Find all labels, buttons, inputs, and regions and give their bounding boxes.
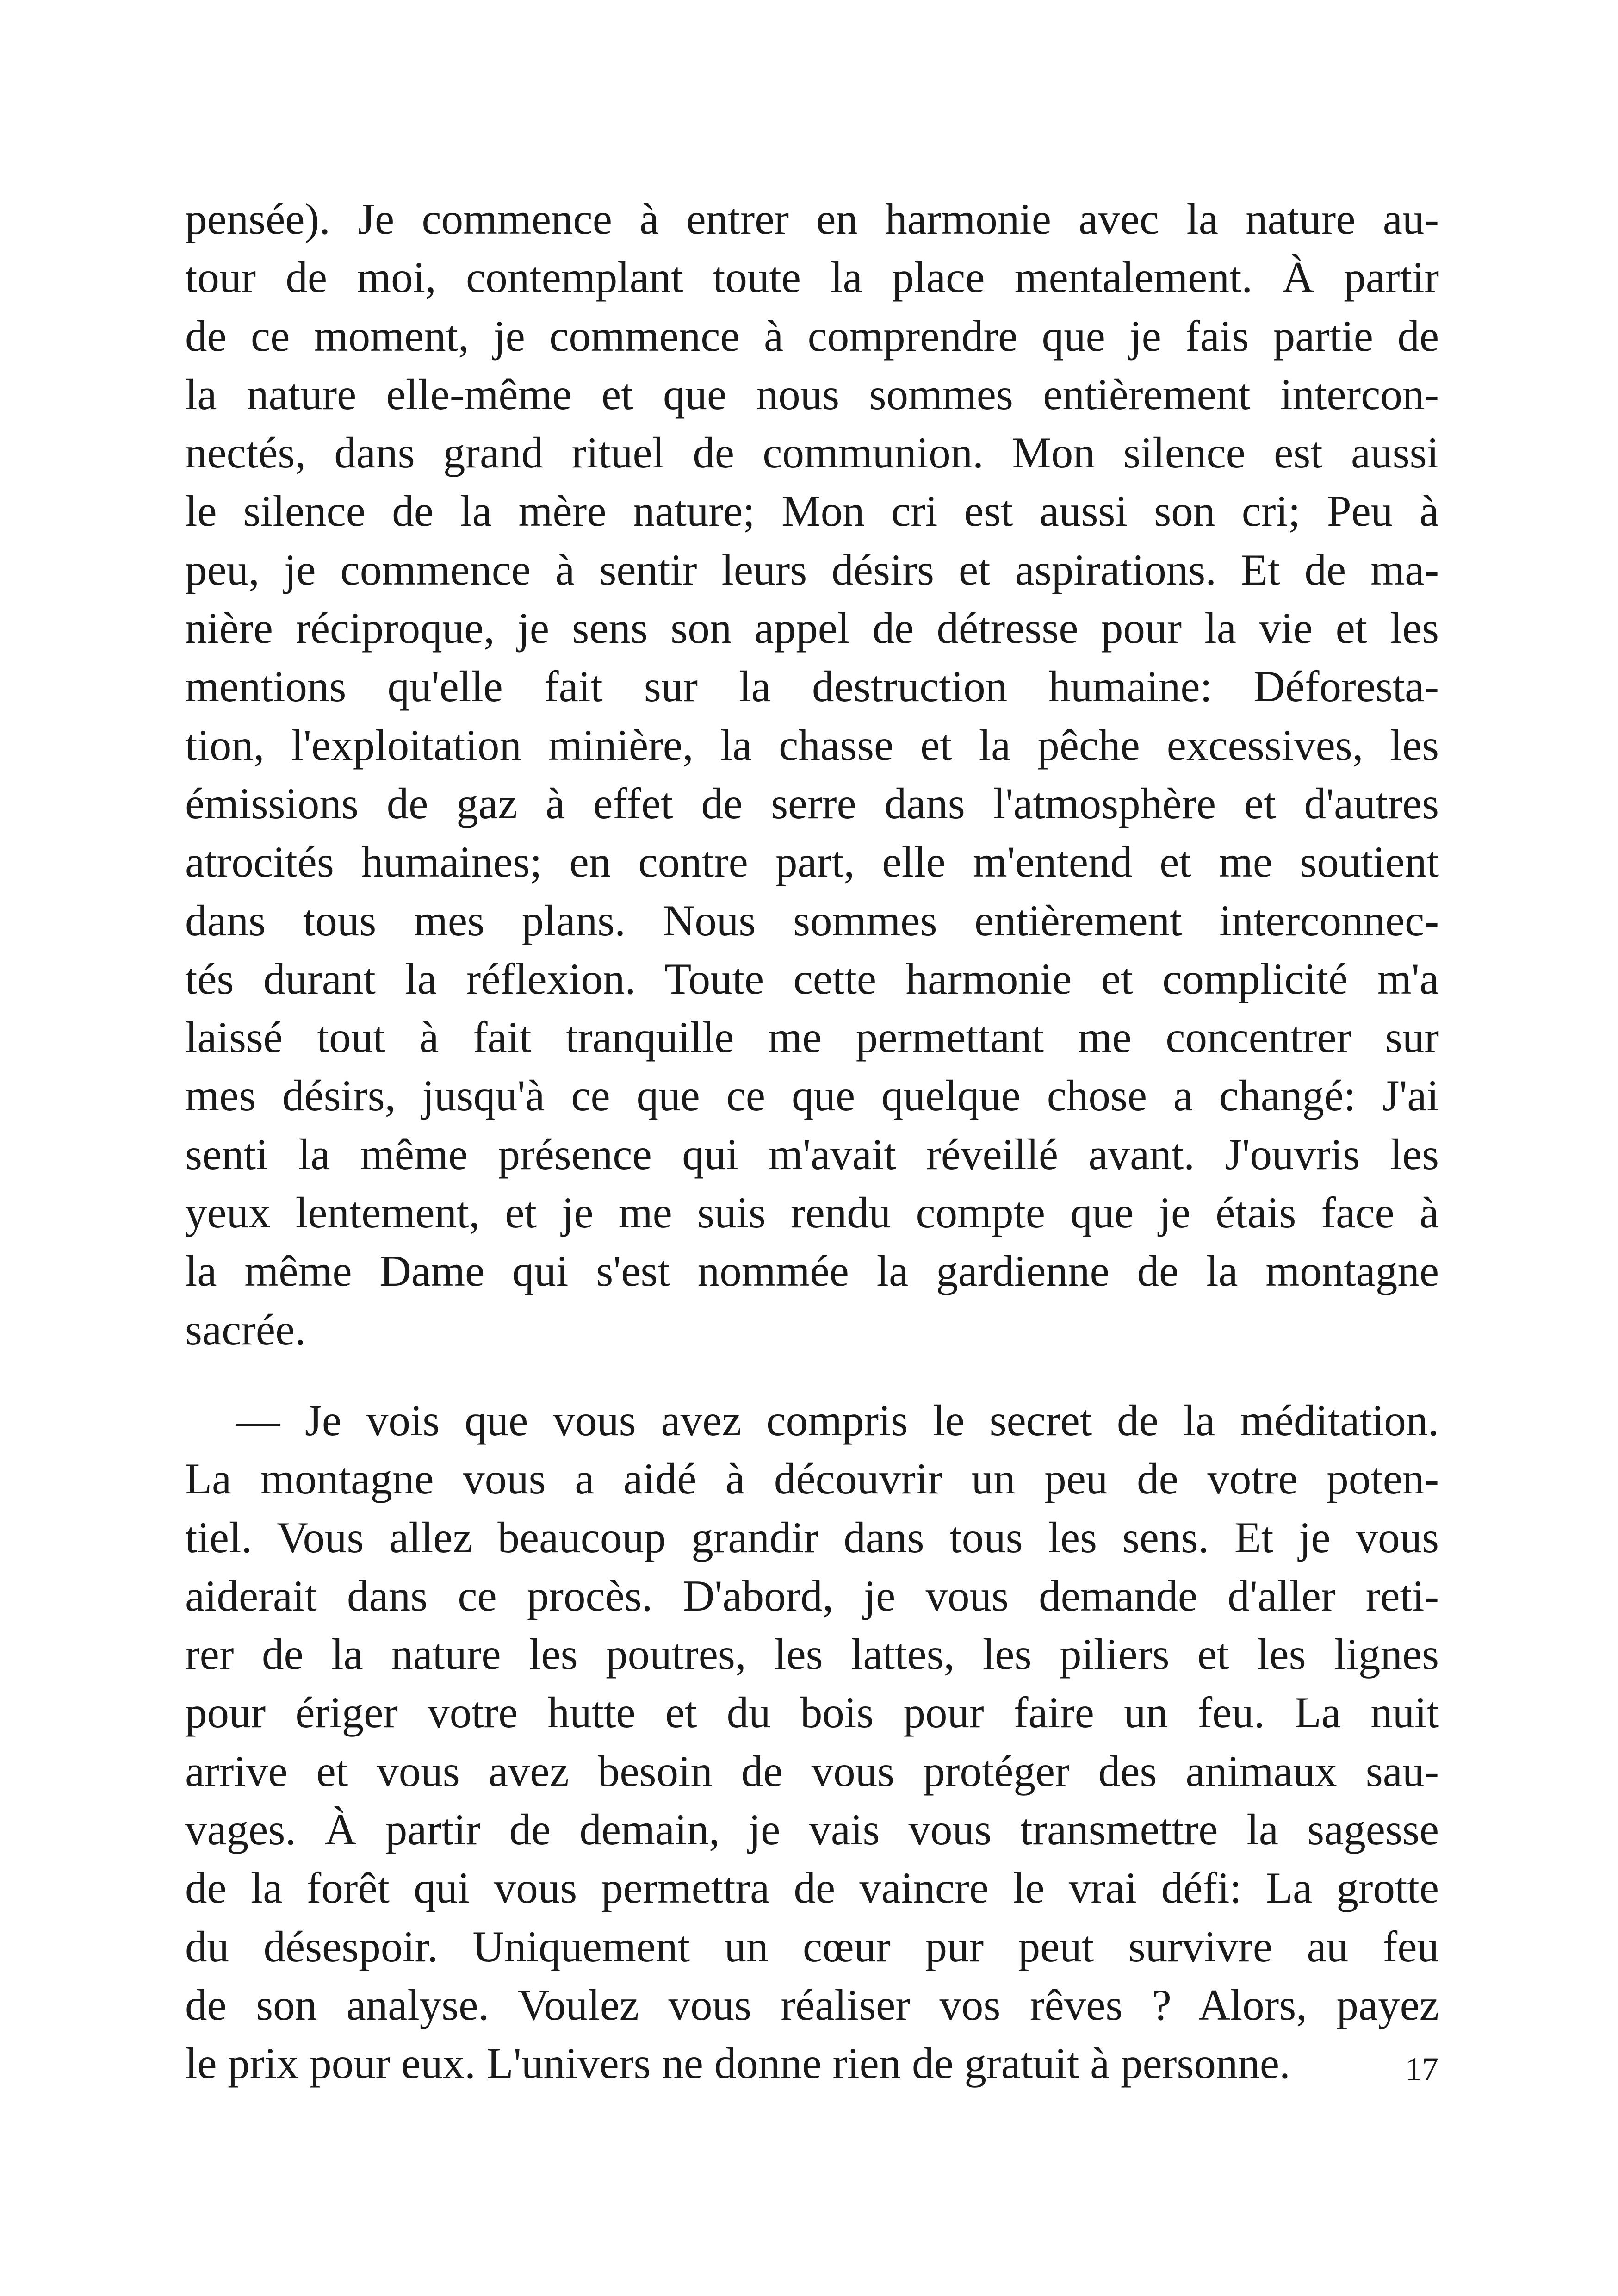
paragraph-gap — [185, 1359, 1439, 1391]
text-line: du désespoir. Uniquement un cœur pur peut survivre au feu — [185, 1922, 1439, 1971]
text-line: le silence de la mère nature; Mon cri est aussi son cri; Peu à — [185, 486, 1439, 536]
text-line: peu, je commence à sentir leurs désirs et aspirations. Et de ma- — [185, 545, 1439, 594]
text-line: rer de la nature les poutres, les lattes, les piliers et les lignes — [185, 1630, 1439, 1679]
text-line: la nature elle-même et que nous sommes entièrement intercon- — [185, 369, 1439, 419]
text-line: La montagne vous a aidé à découvrir un peu de votre poten- — [185, 1454, 1439, 1504]
text-line: pour ériger votre hutte et du bois pour faire un feu. La nuit — [185, 1688, 1439, 1737]
text-line: aiderait dans ce procès. D'abord, je vous demande d'aller reti- — [185, 1571, 1439, 1620]
text-line: sacrée. — [185, 1305, 306, 1354]
page-number: 17 — [1405, 2051, 1438, 2088]
text-line: le prix pour eux. L'univers ne donne rien de gratuit à personne. — [185, 2039, 1290, 2088]
text-line: de la forêt qui vous permettra de vaincre le vrai défi: La grotte — [185, 1863, 1439, 1913]
text-line: arrive et vous avez besoin de vous protéger des animaux sau- — [185, 1746, 1439, 1796]
text-line: nectés, dans grand rituel de communion. Mon silence est aussi — [185, 428, 1439, 478]
paragraph-1 — [185, 190, 1439, 1359]
text-line: pensée). Je commence à entrer en harmonie avec la nature au- — [185, 194, 1439, 243]
text-line: la même Dame qui s'est nommée la gardienne de la montagne — [185, 1246, 1439, 1296]
text-line: senti la même présence qui m'avait réveillé avant. J'ouvris les — [185, 1129, 1439, 1179]
text-line: de ce moment, je commence à comprendre que je fais partie de — [185, 311, 1439, 361]
text-line: mes désirs, jusqu'à ce que ce que quelque chose a changé: J'ai — [185, 1071, 1439, 1120]
text-line: mentions qu'elle fait sur la destruction humaine: Déforesta- — [185, 662, 1439, 711]
text-line: vages. À partir de demain, je vais vous transmettre la sagesse — [185, 1805, 1439, 1854]
text-line: — Je vois que vous avez compris le secret de la méditation. — [236, 1395, 1439, 1445]
text-line: tour de moi, contemplant toute la place mentalement. À partir — [185, 253, 1439, 302]
text-line: tion, l'exploitation minière, la chasse et la pêche excessives, les — [185, 720, 1439, 770]
text-line: dans tous mes plans. Nous sommes entièrement interconnec- — [185, 896, 1439, 945]
text-line: émissions de gaz à effet de serre dans l'atmosphère et d'autres — [185, 778, 1439, 828]
text-line: tiel. Vous allez beaucoup grandir dans tous les sens. Et je vous — [185, 1512, 1439, 1562]
text-line: de son analyse. Voulez vous réaliser vos rêves ? Alors, payez — [185, 1980, 1439, 2029]
text-line: yeux lentement, et je me suis rendu compte que je étais face à — [185, 1188, 1439, 1238]
text-line: nière réciproque, je sens son appel de détresse pour la vie et les — [185, 604, 1439, 653]
text-line: tés durant la réflexion. Toute cette harmonie et complicité m'a — [185, 954, 1439, 1003]
text-line: atrocités humaines; en contre part, elle m'entend et me soutient — [185, 837, 1439, 887]
paragraph-2 — [185, 1391, 1439, 2093]
body-text — [185, 190, 1439, 2093]
text-line: laissé tout à fait tranquille me permettant me concentrer sur — [185, 1013, 1439, 1062]
